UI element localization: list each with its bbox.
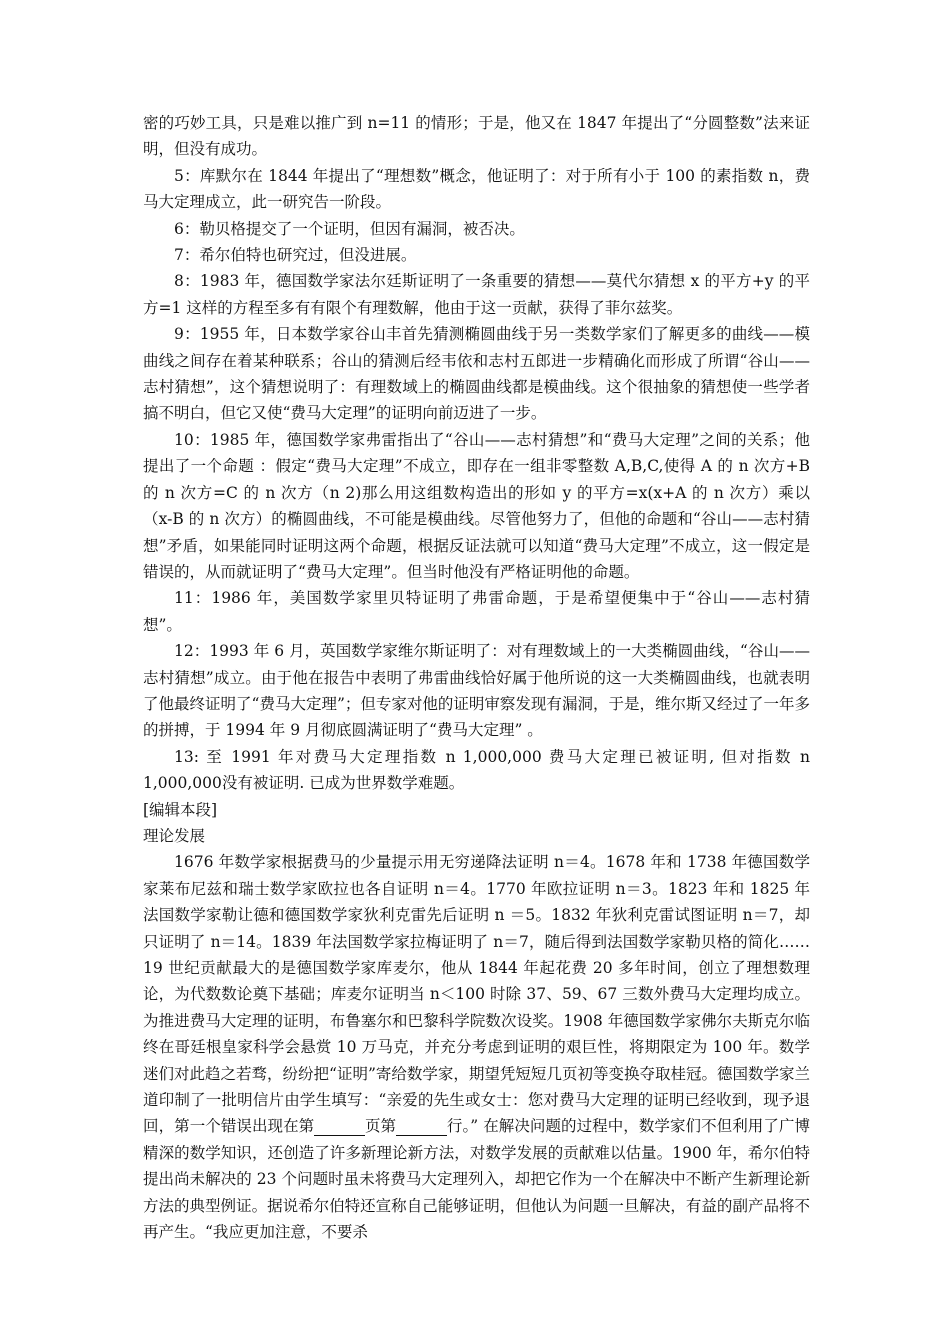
history-item-7: 7：希尔伯特也研究过，但没进展。 — [174, 246, 417, 265]
history-item-10: 10：1985 年，德国数学家弗雷指出了“谷山——志村猜想”和“费马大定理”之间的关系；他提出了一个命题 ：假定“费马大定理”不成立，即存在一组非零整数 A,B,C,使得 A 的 n 次方+B 的 n 次方=C 的 n 次方（n 2)那么用这组数构造出的形如 y 的平方=x(x+A 的 n 次方）乘以（x-B 的 n 次方）的椭圆曲线，不可能是模曲线。尽管他努力了，但他的命题和“谷山——志村猜想”矛盾，如果能同时证明这两个命题，根据反证法就可以知道“费马大定理”不成立，这一假定是错误的，从而就证明了“费马大定理”。但当时他没有严格证明他的命题。 — [143, 430, 810, 581]
edit-section-link[interactable]: [编辑本段] — [143, 800, 218, 819]
history-item-5: 5：库默尔在 1844 年提出了“理想数”概念，他证明了：对于所有小于 100 的素指数 n，费马大定理成立，此一研究告一阶段。 — [143, 166, 810, 212]
history-item-6: 6：勒贝格提交了一个证明，但因有漏洞，被否决。 — [174, 219, 525, 238]
history-item-8: 8：1983 年，德国数学家法尔廷斯证明了一条重要的猜想——莫代尔猜想 x 的平方+y 的平方=1 这样的方程至多有有限个有理数解，他由于这一贡献，获得了菲尔兹奖。 — [143, 272, 810, 317]
theory-text-mid: 页第 — [364, 1117, 397, 1136]
theory-text-after: 行。” 在解决问题的过程中，数学家们不但利用了广博精深的数学知识，还创造了许多新理论新方法，对数学发展的贡献难以估量。1900 年，希尔伯特提出尚未解决的 23 个问题时虽未将费马大定理列入，却把它作为一个在解决中不断产生新理论新方法的典型例证。据说希尔伯特还宣称自己能够证明，但他认为问题一旦解决，有益的副产品将不再产生。“我应更加注意，不要杀 — [143, 1117, 810, 1242]
section-title: 理论发展 — [143, 826, 206, 845]
history-item-9: 9：1955 年，日本数学家谷山丰首先猜测椭圆曲线于另一类数学家们了解更多的曲线——模曲线之间存在着某种联系；谷山的猜测后经韦依和志村五郎进一步精确化而形成了所谓“谷山——志村猜想”，这个猜想说明了：有理数域上的椭圆曲线都是模曲线。这个很抽象的猜想使一些学者搞不明白，但它又使“费马大定理”的证明向前迈进了一步。 — [143, 325, 810, 423]
history-item-11: 11：1986 年，美国数学家里贝特证明了弗雷命题，于是希望便集中于“谷山——志村猜想”。 — [143, 589, 810, 634]
history-paragraph-continuation: 密的巧妙工具，只是难以推广到 n=11 的情形；于是，他又在 1847 年提出了“分圆整数”法来证明，但没有成功。 — [143, 114, 810, 159]
theory-text-before: 1676 年数学家根据费马的少量提示用无穷递降法证明 n＝4。1678 年和 1738 年德国数学家莱布尼兹和瑞士数学家欧拉也各自证明 n＝4。1770 年欧拉证明 n＝3。1823 年和 1825 年法国数学家勒让德和德国数学家狄利克雷先后证明 n ＝5。1832 年狄利克雷试图证明 n＝7，却只证明了 n＝14。1839 年法国数学家拉梅证明了 n＝7，随后得到法国数学家勒贝格的简化……19 世纪贡献最大的是德国数学家库麦尔，他从 1844 年起花费 20 多年时间，创立了理想数理论，为代数数论奠下基础；库麦尔证明当 n＜100 时除 37、59、67 三数外费马大定理均成立。 为推进费马大定理的证明，布鲁塞尔和巴黎科学院数次设奖。1908 年德国数学家佛尔夫斯克尔临终在哥廷根皇家科学会悬赏 10 万马克，并充分考虑到证明的艰巨性，将期限定为 100 年。数学迷们对此趋之若骛，纷纷把“证明”寄给数学家，期望凭短短几页初等变换夺取桂冠。德国数学家兰道印制了一批明信片由学生填写：“亲爱的先生或女士：您对费马大定理的证明已经收到，现予退回，第一个错误出现在第 — [143, 853, 810, 1136]
theory-paragraph — [143, 849, 810, 1245]
history-item-13: 13: 至 1991 年对费马大定理指数 n 1,000,000 费马大定理已被证明, 但对指数 n 1,000,000没有被证明. 已成为世界数学难题。 — [143, 747, 810, 793]
history-item-12: 12：1993 年 6 月，英国数学家维尔斯证明了：对有理数域上的一大类椭圆曲线，“谷山——志村猜想”成立。由于他在报告中表明了弗雷曲线恰好属于他所说的这一大类椭圆曲线，也就表明了他最终证明了“费马大定理”；但专家对他的证明审察发现有漏洞，于是，维尔斯又经过了一年多的拼搏，于 1994 年 9 月彻底圆满证明了“费马大定理” 。 — [143, 642, 810, 740]
document-page — [143, 110, 810, 1245]
blank-underline — [396, 1119, 447, 1136]
blank-underline — [314, 1119, 365, 1136]
